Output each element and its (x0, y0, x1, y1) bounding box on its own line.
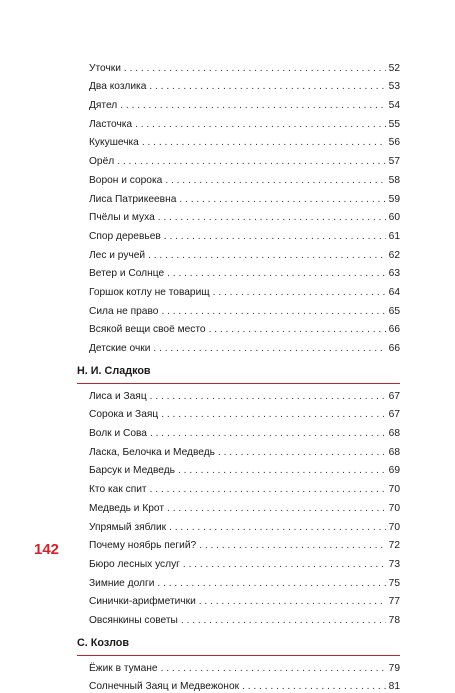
dot-leader (166, 268, 386, 280)
toc-entry-title: Медведь и Крот (89, 502, 165, 514)
toc-entry (77, 477, 400, 496)
toc-entry (77, 318, 400, 337)
toc-entry-title: Сорока и Заяц (89, 409, 159, 421)
toc-entry (77, 187, 400, 206)
toc-entry-title: Волк и Сова (89, 428, 147, 440)
dot-leader (177, 465, 386, 477)
toc-entry-page: 68 (388, 446, 400, 458)
toc-entry-page: 54 (388, 100, 400, 112)
toc-entry (77, 534, 400, 553)
toc-entry (77, 459, 400, 478)
dot-leader (149, 484, 386, 496)
dot-leader (212, 287, 386, 299)
dot-leader (208, 324, 386, 336)
dot-leader (119, 100, 386, 112)
table-of-contents (77, 56, 400, 693)
toc-entry-page: 61 (388, 230, 400, 242)
toc-entry-page: 53 (388, 81, 400, 93)
toc-entry (77, 131, 400, 150)
toc-entry-title: Пчёлы и муха (89, 212, 155, 224)
dot-leader (164, 175, 386, 187)
toc-entry-page: 67 (388, 409, 400, 421)
dot-leader (152, 343, 386, 355)
toc-entry-page: 56 (388, 137, 400, 149)
toc-entry-page: 65 (388, 305, 400, 317)
toc-entry-title: Ёжик в тумане (89, 662, 158, 674)
toc-entry-title: Кто как спит (89, 484, 147, 496)
toc-entry (77, 262, 400, 281)
toc-entry (77, 421, 400, 440)
toc-entry-title: Всякой вещи своё место (89, 324, 206, 336)
toc-entry-page: 63 (388, 268, 400, 280)
toc-entry (77, 336, 400, 355)
toc-entry-title: Уточки (89, 62, 121, 74)
toc-entry-page: 77 (388, 596, 400, 608)
toc-entry (77, 243, 400, 262)
toc-entry-title: Ветер и Солнце (89, 268, 165, 280)
toc-entry-page: 70 (388, 521, 400, 533)
dot-leader (178, 194, 386, 206)
toc-entry-title: Солнечный Заяц и Медвежонок (89, 681, 240, 693)
toc-entry-title: Лиса Патрикеевна (89, 193, 177, 205)
toc-entry (77, 75, 400, 94)
dot-leader (168, 522, 386, 534)
toc-entry-title: Овсянкины советы (89, 614, 178, 626)
toc-entry-title: Орёл (89, 156, 115, 168)
toc-entry (77, 56, 400, 75)
toc-entry-page: 68 (388, 428, 400, 440)
toc-entry (77, 149, 400, 168)
toc-entry-title: Кукушечка (89, 137, 139, 149)
dot-leader (123, 63, 386, 75)
dot-leader (198, 596, 386, 608)
toc-entry-page: 75 (388, 577, 400, 589)
toc-entry-title: Бюро лесных услуг (89, 558, 180, 570)
toc-entry (77, 515, 400, 534)
toc-entry (77, 224, 400, 243)
toc-entry-title: Ласточка (89, 118, 133, 130)
author-heading: С. Козлов (77, 636, 130, 649)
toc-entry-title: Лиса и Заяц (89, 390, 147, 402)
toc-entry-page: 73 (388, 558, 400, 570)
dot-leader (156, 578, 386, 590)
dot-leader (149, 391, 386, 403)
toc-entry (77, 168, 400, 187)
toc-entry (77, 552, 400, 571)
dot-leader (116, 156, 386, 168)
author-heading: Н. И. Сладков (77, 365, 151, 377)
toc-entry-title: Детские очки (89, 343, 151, 354)
toc-entry (77, 590, 400, 609)
toc-entry-title: Ласка, Белочка и Медведь (89, 446, 215, 458)
dot-leader (180, 615, 386, 627)
dot-leader (198, 540, 386, 552)
toc-entry-title: Два козлика (89, 81, 147, 93)
dot-leader (134, 119, 386, 131)
toc-entry (77, 112, 400, 131)
toc-entry (77, 440, 400, 459)
toc-entry-page: 64 (388, 286, 400, 298)
dot-leader (147, 250, 386, 262)
toc-entry-page: 60 (388, 212, 400, 224)
dot-leader (157, 212, 386, 224)
toc-entry (77, 299, 400, 318)
toc-entry-page: 58 (388, 174, 400, 186)
toc-entry-page: 70 (388, 484, 400, 496)
toc-entry-page: 62 (388, 249, 400, 261)
toc-entry-title: Ворон и сорока (89, 174, 163, 186)
toc-entry-page: 59 (388, 193, 400, 205)
toc-entry-title: Сила не право (89, 305, 159, 317)
toc-entry (77, 655, 400, 675)
toc-entry-title: Зимние долги (89, 577, 155, 589)
toc-entry-title: Барсук и Медведь (89, 465, 175, 477)
toc-entry-page: 69 (388, 465, 400, 477)
toc-entry-title: Дятел (89, 100, 118, 112)
dot-leader (160, 306, 386, 318)
dot-leader (217, 447, 386, 459)
toc-entry (77, 675, 400, 693)
toc-entry-title: Упрямый зяблик (89, 521, 167, 533)
toc-entry-page: 52 (388, 62, 400, 74)
toc-entry-title: Лес и ручей (89, 249, 146, 261)
dot-leader (166, 503, 386, 515)
toc-entry-page: 81 (388, 681, 400, 693)
toc-entry (77, 608, 400, 627)
dot-leader (241, 681, 386, 693)
toc-entry-page: 72 (388, 540, 400, 552)
toc-entry-page: 78 (388, 614, 400, 626)
toc-entry-title: Почему ноябрь пегий? (89, 540, 197, 552)
dot-leader (160, 409, 386, 421)
toc-entry-page: 66 (388, 343, 400, 354)
dot-leader (149, 428, 386, 440)
toc-entry (77, 403, 400, 422)
toc-entry (77, 571, 400, 590)
toc-entry-title: Горшок котлу не товарищ (89, 286, 210, 298)
toc-entry-page: 70 (388, 502, 400, 514)
page-number: 142 (34, 541, 60, 558)
toc-entry-page: 55 (388, 118, 400, 130)
toc-entry (77, 496, 400, 515)
toc-entry-title: Спор деревьев (89, 230, 161, 242)
toc-entry-page: 67 (388, 390, 400, 402)
toc-entry (77, 280, 400, 299)
dot-leader (148, 81, 386, 93)
dot-leader (141, 137, 386, 149)
toc-entry (77, 383, 400, 403)
toc-entry (77, 206, 400, 225)
dot-leader (163, 231, 386, 243)
dot-leader (160, 663, 386, 675)
toc-entry (77, 93, 400, 112)
toc-entry-page: 57 (388, 156, 400, 168)
toc-entry-title: Синички-арифметички (89, 596, 196, 608)
dot-leader (182, 559, 386, 571)
toc-entry-page: 79 (388, 662, 400, 674)
toc-entry-page: 66 (388, 324, 400, 336)
